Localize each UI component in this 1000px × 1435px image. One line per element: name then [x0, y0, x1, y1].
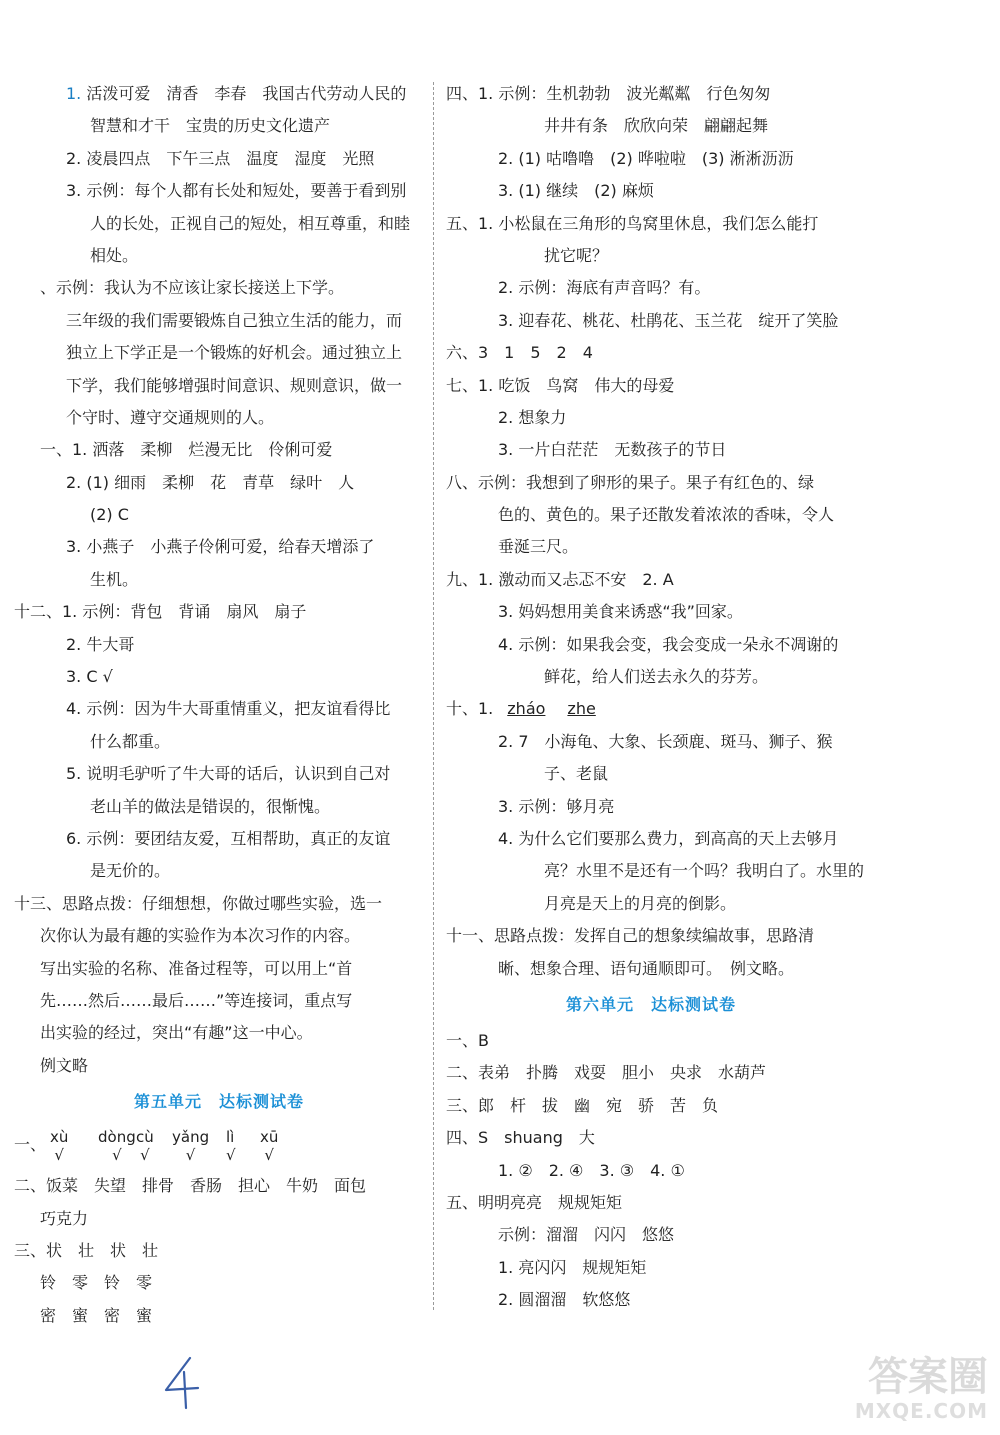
section-title-unit6: 第六单元 达标测试卷 [565, 994, 736, 1014]
checkmark: √ [185, 1146, 196, 1165]
answer-text: 次你认为最有趣的实验作为本次习作的内容。 [40, 926, 361, 946]
pinyin-text: xū [260, 1128, 279, 1147]
answer-text: 人的长处，正视自己的短处，相互尊重，和睦 [90, 213, 411, 233]
answer-line [14, 758, 424, 790]
answer-text: 相处。 [90, 245, 139, 265]
answer-line: 二、表弟 扑腾 戏耍 胆小 央求 水葫芦 [446, 1063, 767, 1083]
answer-line [14, 596, 424, 628]
answer-line: 九、1. 激动而又忐忑不安 2. A [446, 569, 674, 589]
answer-line [14, 402, 424, 434]
pinyin-item [226, 1128, 236, 1164]
answer-line [14, 467, 424, 499]
answer-text: 十二、1. 示例：背包 背诵 扇风 扇子 [14, 602, 307, 622]
answer-line [14, 985, 424, 1017]
answer-line: 铃 零 铃 零 [40, 1273, 153, 1293]
answer-line: 亮？水里不是还有一个吗？我明白了。水里的 [544, 861, 865, 881]
item-number: 1. [66, 84, 82, 103]
answer-line: 1. ② 2. ④ 3. ③ 4. ① [498, 1160, 685, 1180]
watermark-logo: 答案圈 [868, 1354, 988, 1400]
answer-text: 是无价的。 [90, 861, 171, 881]
pinyin-answer-row [14, 1122, 424, 1170]
pinyin-item [260, 1128, 278, 1164]
answer-line: 3. 迎春花、桃花、杜鹃花、玉兰花 绽开了笑脸 [498, 310, 839, 330]
watermark-site: MXQE.COM [854, 1399, 988, 1423]
answer-line [14, 175, 424, 207]
answer-line: 色的、黄色的。果子还散发着浓浓的香味，令人 [498, 505, 835, 525]
answer-line: 井井有条 欣欣向荣 翩翩起舞 [544, 116, 769, 136]
answer-text: 3. C √ [66, 667, 113, 687]
question-number: 十、1. [446, 699, 494, 719]
answer-line [14, 110, 424, 142]
answer-text: 独立上下学正是一个锻炼的好机会。通过独立上 [66, 343, 403, 363]
pinyin-text: yǎng [172, 1128, 210, 1147]
answer-line [14, 564, 424, 596]
answer-line [14, 434, 424, 466]
checkmark: √ [140, 1146, 150, 1165]
question-number: 一、 [14, 1135, 47, 1155]
answer-line: 子、老鼠 [544, 764, 609, 784]
answer-line [14, 888, 424, 920]
answer-line [14, 791, 424, 823]
answer-line [14, 305, 424, 337]
answer-text: 生机。 [90, 569, 139, 589]
answer-line: 4. 示例：如果我会变，我会变成一朵永不凋谢的 [498, 634, 839, 654]
answer-line [14, 143, 424, 175]
answer-text: 下学，我们能够增强时间意识、规则意识，做一 [66, 375, 403, 395]
answer-text: 5. 说明毛驴听了牛大哥的话后，认识到自己对 [66, 764, 391, 784]
pinyin-text: dòng [98, 1128, 136, 1147]
answer-line [14, 499, 424, 531]
handwritten-page-mark [160, 1352, 204, 1410]
answer-text: 写出实验的名称、准备过程等，可以用上“首 [40, 958, 353, 978]
answer-line: 五、明明亮亮 规规矩矩 [446, 1192, 623, 1212]
answer-line: 3. 示例：够月亮 [498, 796, 615, 816]
answer-line [14, 78, 424, 110]
answer-text: 6. 示例：要团结友爱，互相帮助，真正的友谊 [66, 828, 391, 848]
answer-line: 七、1. 吃饭 鸟窝 伟大的母爱 [446, 375, 675, 395]
answer-line [14, 693, 424, 725]
left-column [14, 78, 424, 1332]
answer-line: 2. 示例：海底有声音吗？有。 [498, 278, 711, 298]
section-title-unit5: 第五单元 达标测试卷 [133, 1092, 304, 1112]
answer-line: 十一、思路点拨：发挥自己的想象续编故事，思路清 [446, 926, 815, 946]
answer-text: 2. 牛大哥 [66, 634, 135, 654]
answer-line [14, 1017, 424, 1049]
pinyin-answer-1: zháo [507, 699, 546, 719]
answer-text: 十三、思路点拨：仔细想想，你做过哪些实验，选一 [14, 893, 383, 913]
answer-text: 3. 示例：每个人都有长处和短处，要善于看到别 [66, 181, 407, 201]
answer-text: 2. 凌晨四点 下午三点 温度 湿度 光照 [66, 148, 375, 168]
answer-line: 示例：溜溜 闪闪 悠悠 [498, 1225, 675, 1245]
answer-line: 月亮是天上的月亮的倒影。 [544, 893, 737, 913]
answer-text: 一、1. 洒落 柔柳 烂漫无比 伶俐可爱 [40, 440, 333, 460]
answer-line [14, 726, 424, 758]
answer-text: 、示例：我认为不应该让家长接送上下学。 [40, 278, 345, 298]
answer-line: 扰它呢？ [544, 245, 609, 265]
checkmark: √ [264, 1146, 274, 1165]
answer-text: 3. 小燕子 小燕子伶俐可爱，给春天增添了 [66, 537, 375, 557]
answer-line: 2. (1) 咕噜噜 (2) 哗啦啦 (3) 淅淅沥沥 [498, 148, 794, 168]
pinyin-item [50, 1128, 68, 1164]
answer-line: 1. 亮闪闪 规规矩矩 [498, 1257, 647, 1277]
answer-line [14, 208, 424, 240]
answer-line: 3. 一片白茫茫 无数孩子的节日 [498, 440, 727, 460]
answer-line: 四、S shuang 大 [446, 1128, 595, 1148]
column-divider [433, 82, 434, 1310]
answer-text: (2) C [90, 505, 129, 525]
answer-line [14, 920, 424, 952]
checkmark: √ [112, 1146, 122, 1165]
answer-line: 2. 想象力 [498, 407, 567, 427]
answer-line: 密 蜜 密 蜜 [40, 1305, 153, 1325]
answer-line [14, 1050, 424, 1082]
answer-line: 鲜花，给人们送去永久的芬芳。 [544, 667, 769, 687]
answer-line [14, 370, 424, 402]
answer-text: 例文略 [40, 1055, 89, 1075]
answer-line [14, 661, 424, 693]
answer-line [14, 823, 424, 855]
answer-line [14, 531, 424, 563]
pinyin-text: cù [136, 1128, 154, 1147]
answer-line: 三、状 壮 状 壮 [14, 1240, 159, 1260]
right-column [446, 78, 865, 1316]
answer-line: 巧克力 [40, 1208, 89, 1228]
answer-line: 六、3 1 5 2 4 [446, 343, 593, 363]
answer-line: 3. 妈妈想用美食来诱惑“我”回家。 [498, 602, 743, 622]
answer-line [14, 272, 424, 304]
answer-line: 二、饭菜 失望 排骨 香肠 担心 牛奶 面包 [14, 1176, 367, 1196]
answer-line-q10 [446, 693, 856, 725]
answer-line: 垂涎三尺。 [498, 537, 579, 557]
pinyin-answer-2: zhe [567, 699, 596, 719]
checkmark: √ [54, 1146, 64, 1165]
answer-line [14, 240, 424, 272]
answer-line: 四、1. 示例：生机勃勃 波光粼粼 行色匆匆 [446, 84, 771, 103]
pinyin-text: lì [226, 1128, 235, 1147]
answer-line: 3. (1) 继续 (2) 麻烦 [498, 181, 654, 201]
pinyin-item [136, 1128, 154, 1164]
answer-line: 晰、想象合理、语句通顺即可。 例文略。 [498, 958, 795, 978]
answer-line: 三、郎 杆 拔 幽 宛 骄 苦 负 [446, 1095, 719, 1115]
pinyin-item [98, 1128, 136, 1164]
answer-text: 先……然后……最后……”等连接词，重点写 [40, 990, 353, 1010]
answer-line [14, 629, 424, 661]
answer-text: 什么都重。 [90, 731, 171, 751]
answer-line [14, 337, 424, 369]
watermark [812, 1355, 988, 1427]
answer-text: 老山羊的做法是错误的，很惭愧。 [90, 796, 331, 816]
answer-text: 4. 示例：因为牛大哥重情重义，把友谊看得比 [66, 699, 391, 719]
answer-line [14, 855, 424, 887]
checkmark: √ [226, 1146, 236, 1165]
answer-text: 智慧和才干 宝贵的历史文化遗产 [90, 116, 331, 136]
answer-text: 活泼可爱 清香 李春 我国古代劳动人民的 [86, 84, 407, 103]
answer-line: 4. 为什么它们要那么费力，到高高的天上去够月 [498, 828, 839, 848]
answer-text: 出实验的经过，突出“有趣”这一中心。 [40, 1023, 313, 1043]
answer-line [14, 953, 424, 985]
pinyin-text: xù [50, 1128, 69, 1147]
answer-text: 三年级的我们需要锻炼自己独立生活的能力，而 [66, 310, 403, 330]
answer-line: 2. 7 小海龟、大象、长颈鹿、斑马、狮子、猴 [498, 731, 833, 751]
pinyin-item [172, 1128, 209, 1164]
answer-text: 2. (1) 细雨 柔柳 花 青草 绿叶 人 [66, 472, 355, 492]
answer-line: 五、1. 小松鼠在三角形的鸟窝里休息，我们怎么能打 [446, 213, 819, 233]
answer-line: 八、示例：我想到了卵形的果子。果子有红色的、绿 [446, 472, 815, 492]
answer-line: 一、B [446, 1030, 489, 1050]
answer-line: 2. 圆溜溜 软悠悠 [498, 1290, 631, 1310]
answer-text: 个守时、遵守交通规则的人。 [66, 407, 275, 427]
